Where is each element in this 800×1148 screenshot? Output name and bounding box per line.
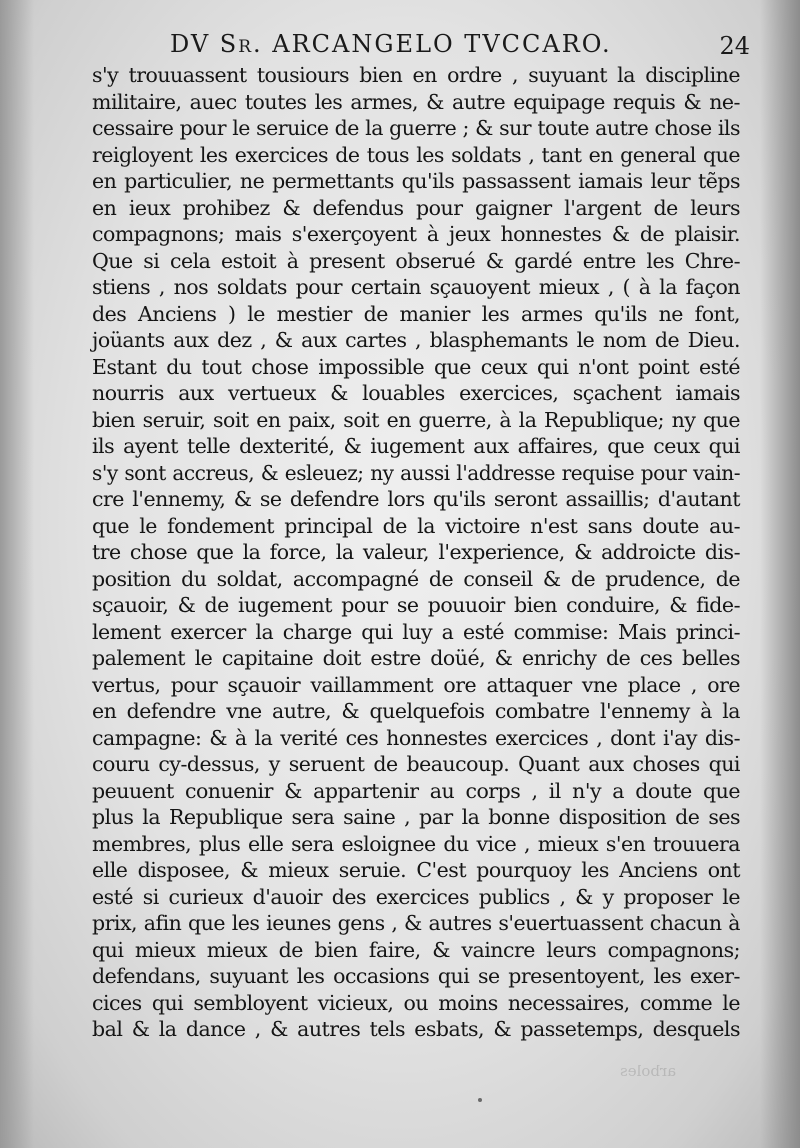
text-line: stiens , nos soldats pour certain sçauoyent mieux , ( à la façon: [92, 275, 740, 299]
text-line: bal & la dance , & autres tels esbats, & passetemps, desquels: [92, 1017, 740, 1041]
ink-speck: [478, 1098, 482, 1102]
text-line: en particulier, ne permettants qu'ils passassent iamais leur tẽps: [92, 169, 740, 193]
text-line: membres, plus elle sera esloignee du vice , mieux s'en trouuera: [92, 831, 740, 856]
text-line: plus la Republique sera saine , par la bonne disposition de ses: [92, 805, 740, 829]
text-line: militaire, auec toutes les armes, & autre equipage requis & ne-: [92, 89, 740, 114]
edge-shadow-right: [760, 0, 800, 1148]
text-line: cre l'ennemy, & se defendre lors qu'ils seront assaillis; d'autant: [92, 487, 740, 511]
text-line: palement le capitaine doit estre doüé, & enrichy de ces belles: [92, 646, 740, 670]
text-line: ils ayent telle dexterité, & iugement aux affaires, que ceux qui: [92, 434, 740, 458]
show-through-text: arboles: [620, 1062, 677, 1080]
text-line: campagne: & à la verité ces honnestes exercices , dont i'ay dis-: [92, 725, 740, 750]
text-line: tre chose que la force, la valeur, l'experience, & addroicte dis-: [92, 540, 740, 564]
text-line: joüants aux dez , & aux cartes , blasphemants le nom de Dieu.: [92, 328, 740, 352]
text-line: qui mieux mieux de bien faire, & vaincre leurs compagnons;: [92, 937, 740, 962]
text-line: s'y sont accreus, & esleuez; ny aussi l'addresse requise pour vain-: [92, 460, 740, 485]
text-line: Estant du tout chose impossible que ceux qui n'ont point esté: [92, 354, 740, 379]
body-text: [92, 62, 740, 1043]
text-line: s'y trouuassent tousiours bien en ordre , suyuant la discipline: [92, 63, 740, 87]
text-line: Que si cela estoit à present obserué & gardé entre les Chre-: [92, 248, 740, 273]
text-line: prix, afin que les ieunes gens , & autres s'euertuassent chacun à: [92, 911, 740, 935]
text-line: cices qui sembloyent vicieux, ou moins necessaires, comme le: [92, 990, 740, 1015]
text-line: des Anciens ) le mestier de manier les armes qu'ils ne font,: [92, 301, 740, 326]
text-line: que le fondement principal de la victoire n'est sans doute au-: [92, 513, 740, 538]
text-line: cessaire pour le seruice de la guerre ; & sur toute autre chose ils: [92, 116, 740, 140]
text-line: reigloyent les exercices de tous les soldats , tant en general que: [92, 142, 740, 167]
running-title: DV Sr. ARCANGELO TVCCARO.: [170, 30, 612, 58]
text-line: couru cy-dessus, y seruent de beaucoup. Quant aux choses qui: [92, 752, 740, 776]
text-line: lement exercer la charge qui luy a esté commise: Mais princi-: [92, 619, 740, 644]
text-line: elle disposee, & mieux seruie. C'est pourquoy les Anciens ont: [92, 858, 740, 882]
page-number: 24: [719, 32, 750, 60]
text-line: en ieux prohibez & defendus pour gaigner l'argent de leurs: [92, 195, 740, 220]
text-line: sçauoir, & de iugement pour se pouuoir bien conduire, & fide-: [92, 593, 740, 617]
text-line: bien seruir, soit en paix, soit en guerre, à la Republique; ny que: [92, 407, 740, 432]
text-line: compagnons; mais s'exerçoyent à jeux honnestes & de plaisir.: [92, 222, 740, 246]
text-line: defendans, suyuant les occasions qui se presentoyent, les exer-: [92, 964, 740, 988]
text-line: en defendre vne autre, & quelquefois combatre l'ennemy à la: [92, 699, 740, 723]
text-line: nourris aux vertueux & louables exercices, sçachent iamais: [92, 381, 740, 405]
text-line: esté si curieux d'auoir des exercices publics , & y proposer le: [92, 884, 740, 909]
text-line: peuuent conuenir & appartenir au corps , il n'y a doute que: [92, 778, 740, 803]
text-line: position du soldat, accompagné de conseil & de prudence, de: [92, 566, 740, 591]
gutter-shadow-left: [0, 0, 34, 1148]
text-line: vertus, pour sçauoir vaillamment ore attaquer vne place , ore: [92, 672, 740, 697]
